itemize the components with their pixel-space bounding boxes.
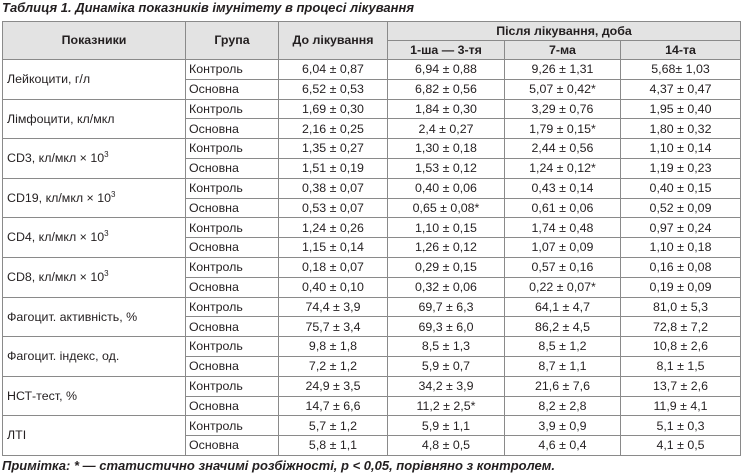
group-cell: Основна: [186, 396, 279, 416]
before-value-cell: 0,38 ± 0,07: [279, 178, 388, 198]
day-1-3-value-cell: 69,7 ± 6,3: [388, 297, 505, 317]
header-day-14: 14-та: [621, 41, 741, 60]
day-7-value-cell: 1,24 ± 0,12*: [505, 158, 621, 178]
table-row: [3, 139, 741, 159]
before-value-cell: 1,15 ± 0,14: [279, 238, 388, 258]
table-row: [3, 99, 741, 119]
indicator-cell: [3, 257, 186, 297]
table-caption: Таблиця 1. Динаміка показників імунітету в процесі лікування: [2, 0, 414, 15]
before-value-cell: 1,24 ± 0,26: [279, 218, 388, 238]
day-1-3-value-cell: 0,65 ± 0,08*: [388, 198, 505, 218]
day-1-3-value-cell: 6,82 ± 0,56: [388, 79, 505, 99]
day-7-value-cell: 3,9 ± 0,9: [505, 416, 621, 436]
before-value-cell: 6,04 ± 0,87: [279, 60, 388, 80]
indicator-exponent: 3: [104, 269, 109, 279]
day-14-value-cell: 4,1 ± 0,5: [621, 436, 741, 456]
day-7-value-cell: 64,1 ± 4,7: [505, 297, 621, 317]
table-row: [3, 416, 741, 436]
before-value-cell: 5,8 ± 1,1: [279, 436, 388, 456]
day-7-value-cell: 5,07 ± 0,42*: [505, 79, 621, 99]
day-1-3-value-cell: 1,26 ± 0,12: [388, 238, 505, 258]
day-7-value-cell: 1,07 ± 0,09: [505, 238, 621, 258]
day-14-value-cell: 11,9 ± 4,1: [621, 396, 741, 416]
immunity-table: [2, 21, 741, 456]
day-7-value-cell: 0,43 ± 0,14: [505, 178, 621, 198]
group-cell: Основна: [186, 277, 279, 297]
indicator-cell: [3, 60, 186, 100]
before-value-cell: 2,16 ± 0,25: [279, 119, 388, 139]
group-cell: Основна: [186, 238, 279, 258]
day-14-value-cell: 0,97 ± 0,24: [621, 218, 741, 238]
day-14-value-cell: 1,80 ± 0,32: [621, 119, 741, 139]
day-1-3-value-cell: 2,4 ± 0,27: [388, 119, 505, 139]
indicator-label: CD8, кл/мкл × 10: [7, 270, 105, 285]
indicator-cell: [3, 416, 186, 456]
table-note: Примітка: * — статистично значимі розбіжності, p < 0,05, порівняно з контролем.: [2, 458, 555, 473]
day-7-value-cell: 8,5 ± 1,2: [505, 337, 621, 357]
indicator-exponent: 3: [104, 150, 109, 160]
indicator-cell: [3, 178, 186, 218]
day-7-value-cell: 9,26 ± 1,31: [505, 60, 621, 80]
before-value-cell: 5,7 ± 1,2: [279, 416, 388, 436]
indicator-cell: [3, 337, 186, 377]
day-14-value-cell: 8,1 ± 1,5: [621, 356, 741, 376]
table-row: [3, 376, 741, 396]
table-row: [3, 178, 741, 198]
header-indicator: Показники: [3, 22, 186, 60]
day-14-value-cell: 1,10 ± 0,18: [621, 238, 741, 258]
group-cell: Основна: [186, 198, 279, 218]
group-cell: Контроль: [186, 337, 279, 357]
day-1-3-value-cell: 5,9 ± 1,1: [388, 416, 505, 436]
before-value-cell: 0,18 ± 0,07: [279, 257, 388, 277]
group-cell: Контроль: [186, 99, 279, 119]
day-7-value-cell: 21,6 ± 7,6: [505, 376, 621, 396]
before-value-cell: 0,53 ± 0,07: [279, 198, 388, 218]
before-value-cell: 1,69 ± 0,30: [279, 99, 388, 119]
before-value-cell: 24,9 ± 3,5: [279, 376, 388, 396]
before-value-cell: 74,4 ± 3,9: [279, 297, 388, 317]
indicator-cell: [3, 297, 186, 337]
day-14-value-cell: 13,7 ± 2,6: [621, 376, 741, 396]
header-day-1-3: 1-ша — 3-тя: [388, 41, 505, 60]
indicator-label: НСТ-тест, %: [7, 388, 78, 403]
group-cell: Контроль: [186, 416, 279, 436]
group-cell: Контроль: [186, 60, 279, 80]
before-value-cell: 0,40 ± 0,10: [279, 277, 388, 297]
indicator-exponent: 3: [104, 229, 109, 239]
table-row: [3, 60, 741, 80]
day-1-3-value-cell: 11,2 ± 2,5*: [388, 396, 505, 416]
day-1-3-value-cell: 6,94 ± 0,88: [388, 60, 505, 80]
header-day-7: 7-ма: [505, 41, 621, 60]
before-value-cell: 6,52 ± 0,53: [279, 79, 388, 99]
group-cell: Контроль: [186, 139, 279, 159]
day-1-3-value-cell: 4,8 ± 0,5: [388, 436, 505, 456]
day-14-value-cell: 0,19 ± 0,09: [621, 277, 741, 297]
group-cell: Основна: [186, 79, 279, 99]
day-1-3-value-cell: 34,2 ± 3,9: [388, 376, 505, 396]
header-before: До лікування: [279, 22, 388, 60]
day-1-3-value-cell: 1,53 ± 0,12: [388, 158, 505, 178]
day-14-value-cell: 81,0 ± 5,3: [621, 297, 741, 317]
indicator-label: Лімфоцити, кл/мкл: [7, 111, 115, 126]
day-14-value-cell: 1,10 ± 0,14: [621, 139, 741, 159]
before-value-cell: 7,2 ± 1,2: [279, 356, 388, 376]
group-cell: Контроль: [186, 178, 279, 198]
day-7-value-cell: 2,44 ± 0,56: [505, 139, 621, 159]
day-1-3-value-cell: 0,29 ± 0,15: [388, 257, 505, 277]
day-7-value-cell: 1,74 ± 0,48: [505, 218, 621, 238]
day-14-value-cell: 5,68± 1,03: [621, 60, 741, 80]
group-cell: Основна: [186, 436, 279, 456]
indicator-cell: [3, 376, 186, 416]
day-7-value-cell: 8,7 ± 1,1: [505, 356, 621, 376]
group-cell: Основна: [186, 119, 279, 139]
indicator-cell: [3, 99, 186, 139]
indicator-label: CD19, кл/мкл × 10: [7, 190, 112, 205]
day-7-value-cell: 0,61 ± 0,06: [505, 198, 621, 218]
table-body: [3, 60, 741, 456]
before-value-cell: 14,7 ± 6,6: [279, 396, 388, 416]
indicator-label: Фагоцит. індекс, од.: [7, 349, 120, 364]
day-7-value-cell: 8,2 ± 2,8: [505, 396, 621, 416]
before-value-cell: 75,7 ± 3,4: [279, 317, 388, 337]
table-row: [3, 297, 741, 317]
day-7-value-cell: 4,6 ± 0,4: [505, 436, 621, 456]
day-1-3-value-cell: 8,5 ± 1,3: [388, 337, 505, 357]
day-1-3-value-cell: 0,32 ± 0,06: [388, 277, 505, 297]
group-cell: Контроль: [186, 218, 279, 238]
group-cell: Контроль: [186, 297, 279, 317]
indicator-label: CD4, кл/мкл × 10: [7, 230, 105, 245]
indicator-label: ЛТІ: [7, 428, 27, 443]
indicator-label: Фагоцит. активність, %: [7, 309, 138, 324]
before-value-cell: 1,35 ± 0,27: [279, 139, 388, 159]
day-7-value-cell: 86,2 ± 4,5: [505, 317, 621, 337]
group-cell: Основна: [186, 158, 279, 178]
day-7-value-cell: 3,29 ± 0,76: [505, 99, 621, 119]
day-14-value-cell: 0,40 ± 0,15: [621, 178, 741, 198]
day-1-3-value-cell: 5,9 ± 0,7: [388, 356, 505, 376]
day-14-value-cell: 10,8 ± 2,6: [621, 337, 741, 357]
day-14-value-cell: 0,16 ± 0,08: [621, 257, 741, 277]
day-1-3-value-cell: 69,3 ± 6,0: [388, 317, 505, 337]
day-1-3-value-cell: 1,84 ± 0,30: [388, 99, 505, 119]
table-row: [3, 337, 741, 357]
group-cell: Контроль: [186, 376, 279, 396]
group-cell: Контроль: [186, 257, 279, 277]
indicator-exponent: 3: [111, 189, 116, 199]
table-row: [3, 218, 741, 238]
before-value-cell: 9,8 ± 1,8: [279, 337, 388, 357]
day-14-value-cell: 72,8 ± 7,2: [621, 317, 741, 337]
header-after: Після лікування, доба: [388, 22, 741, 41]
day-14-value-cell: 1,19 ± 0,23: [621, 158, 741, 178]
day-7-value-cell: 0,57 ± 0,16: [505, 257, 621, 277]
indicator-label: Лейкоцити, г/л: [7, 72, 91, 87]
table-row: [3, 257, 741, 277]
before-value-cell: 1,51 ± 0,19: [279, 158, 388, 178]
indicator-cell: [3, 218, 186, 258]
day-14-value-cell: 4,37 ± 0,47: [621, 79, 741, 99]
day-14-value-cell: 5,1 ± 0,3: [621, 416, 741, 436]
indicator-label: CD3, кл/мкл × 10: [7, 151, 105, 166]
day-7-value-cell: 0,22 ± 0,07*: [505, 277, 621, 297]
day-7-value-cell: 1,79 ± 0,15*: [505, 119, 621, 139]
day-14-value-cell: 1,95 ± 0,40: [621, 99, 741, 119]
indicator-cell: [3, 139, 186, 179]
day-1-3-value-cell: 1,30 ± 0,18: [388, 139, 505, 159]
group-cell: Основна: [186, 356, 279, 376]
header-group: Група: [186, 22, 279, 60]
day-1-3-value-cell: 0,40 ± 0,06: [388, 178, 505, 198]
day-1-3-value-cell: 1,10 ± 0,15: [388, 218, 505, 238]
day-14-value-cell: 0,52 ± 0,09: [621, 198, 741, 218]
group-cell: Основна: [186, 317, 279, 337]
